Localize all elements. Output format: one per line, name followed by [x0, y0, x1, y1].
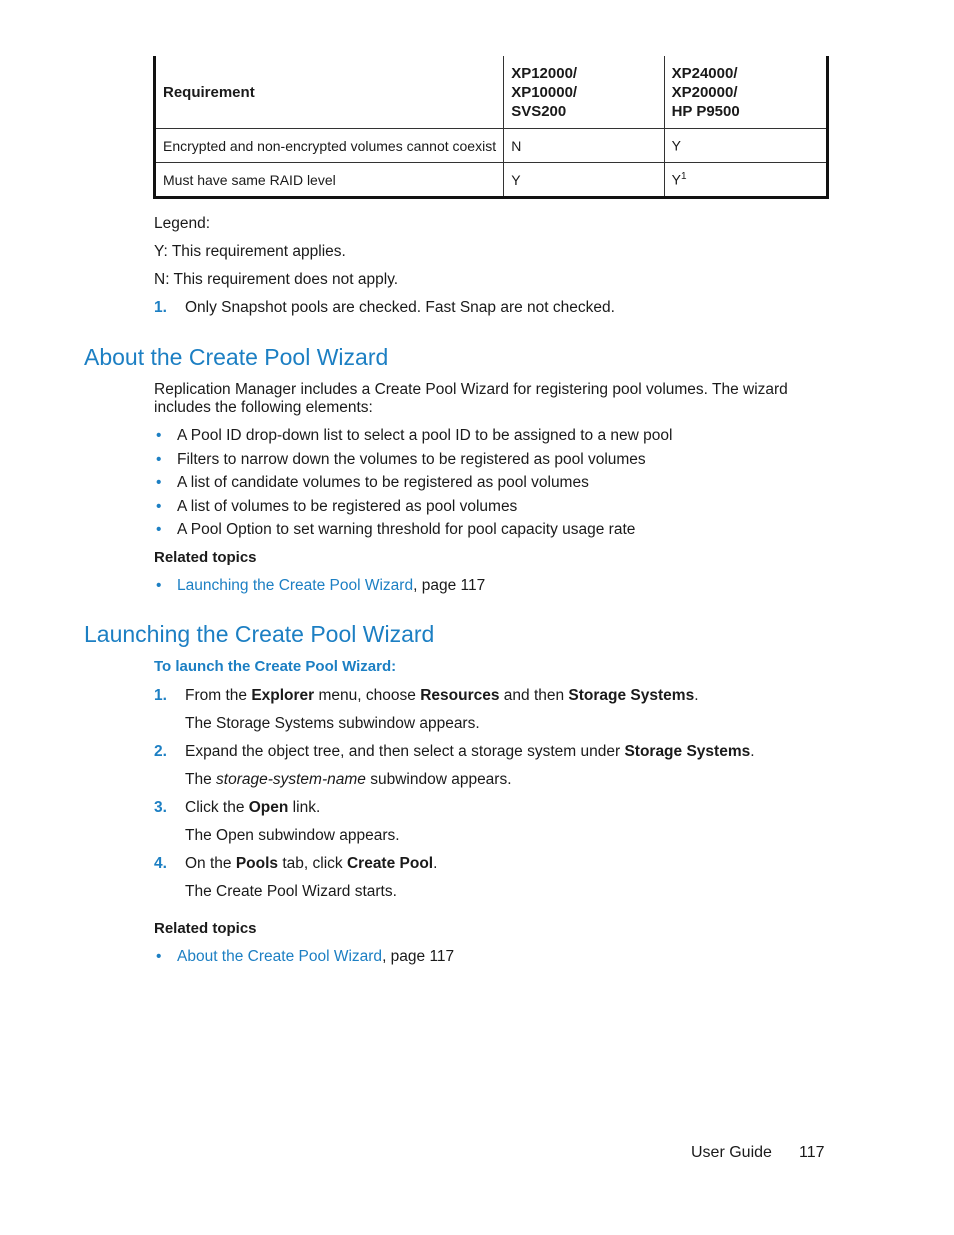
step-number: 4. — [154, 855, 167, 872]
related-topics-label: Related topics — [154, 920, 257, 937]
cell-requirement: Encrypted and non-encrypted volumes cannot coexist — [155, 129, 504, 163]
bullet-icon: • — [156, 427, 162, 444]
step-number: 3. — [154, 799, 167, 816]
step-text: Expand the object tree, and then select a storage system under Storage Systems. — [185, 743, 755, 760]
step-number: 2. — [154, 743, 167, 760]
step-result: The storage-system-name subwindow appears. — [185, 771, 512, 788]
table-row — [155, 129, 828, 163]
list-item: A list of candidate volumes to be registered as pool volumes — [177, 474, 589, 491]
related-topic-item: About the Create Pool Wizard, page 117 — [177, 948, 455, 965]
legend-label: Legend: — [154, 215, 211, 232]
link-about-create-pool-wizard[interactable]: About the Create Pool Wizard — [177, 948, 383, 965]
footer-page-number: 117 — [799, 1144, 825, 1161]
related-topic-item: Launching the Create Pool Wizard, page 117 — [177, 577, 486, 594]
step-text: Click the Open link. — [185, 799, 321, 816]
section-title-about: About the Create Pool Wizard — [84, 344, 389, 370]
step-result: The Storage Systems subwindow appears. — [185, 715, 480, 732]
list-item: A list of volumes to be registered as pool volumes — [177, 498, 518, 515]
legend-note-number: 1. — [154, 299, 167, 316]
cell-xp24000: Y — [664, 129, 827, 163]
bullet-icon: • — [156, 451, 162, 468]
cell-xp12000: Y — [504, 163, 664, 198]
step-result: The Open subwindow appears. — [185, 827, 400, 844]
bullet-icon: • — [156, 474, 162, 491]
bullet-icon: • — [156, 577, 162, 594]
step-text: From the Explorer menu, choose Resources and then Storage Systems. — [185, 687, 699, 704]
list-item: A Pool ID drop-down list to select a pool ID to be assigned to a new pool — [177, 427, 673, 444]
cell-requirement: Must have same RAID level — [155, 163, 504, 198]
footer-label: User Guide — [691, 1144, 772, 1161]
bullet-icon: • — [156, 521, 162, 538]
about-intro: Replication Manager includes a Create Pool Wizard for registering pool volumes. The wizard includes the following elements: — [154, 381, 788, 416]
step-number: 1. — [154, 687, 167, 704]
section-title-launching: Launching the Create Pool Wizard — [84, 621, 435, 647]
legend-n: N: This requirement does not apply. — [154, 271, 399, 288]
list-item: A Pool Option to set warning threshold for pool capacity usage rate — [177, 521, 636, 538]
header-requirement: Requirement — [155, 56, 504, 129]
bullet-icon: • — [156, 948, 162, 965]
procedure-title: To launch the Create Pool Wizard: — [154, 658, 397, 675]
link-launching-create-pool-wizard[interactable]: Launching the Create Pool Wizard — [177, 577, 414, 594]
step-text: On the Pools tab, click Create Pool. — [185, 855, 438, 872]
table-header-row — [155, 56, 828, 129]
bullet-icon: • — [156, 498, 162, 515]
related-topics-label: Related topics — [154, 549, 257, 566]
cell-xp24000: $Y^1$ — [664, 163, 827, 198]
header-xp12000: XP12000/ XP10000/ SVS200 — [504, 56, 664, 129]
requirements-table — [153, 56, 829, 199]
header-xp24000: XP24000/ XP20000/ HP P9500 — [664, 56, 827, 129]
legend-y: Y: This requirement applies. — [154, 243, 346, 260]
table-row — [155, 163, 828, 198]
legend-note: Only Snapshot pools are checked. Fast Snap are not checked. — [185, 299, 615, 316]
list-item: Filters to narrow down the volumes to be registered as pool volumes — [177, 451, 646, 468]
step-result: The Create Pool Wizard starts. — [185, 883, 397, 900]
cell-xp12000: N — [504, 129, 664, 163]
